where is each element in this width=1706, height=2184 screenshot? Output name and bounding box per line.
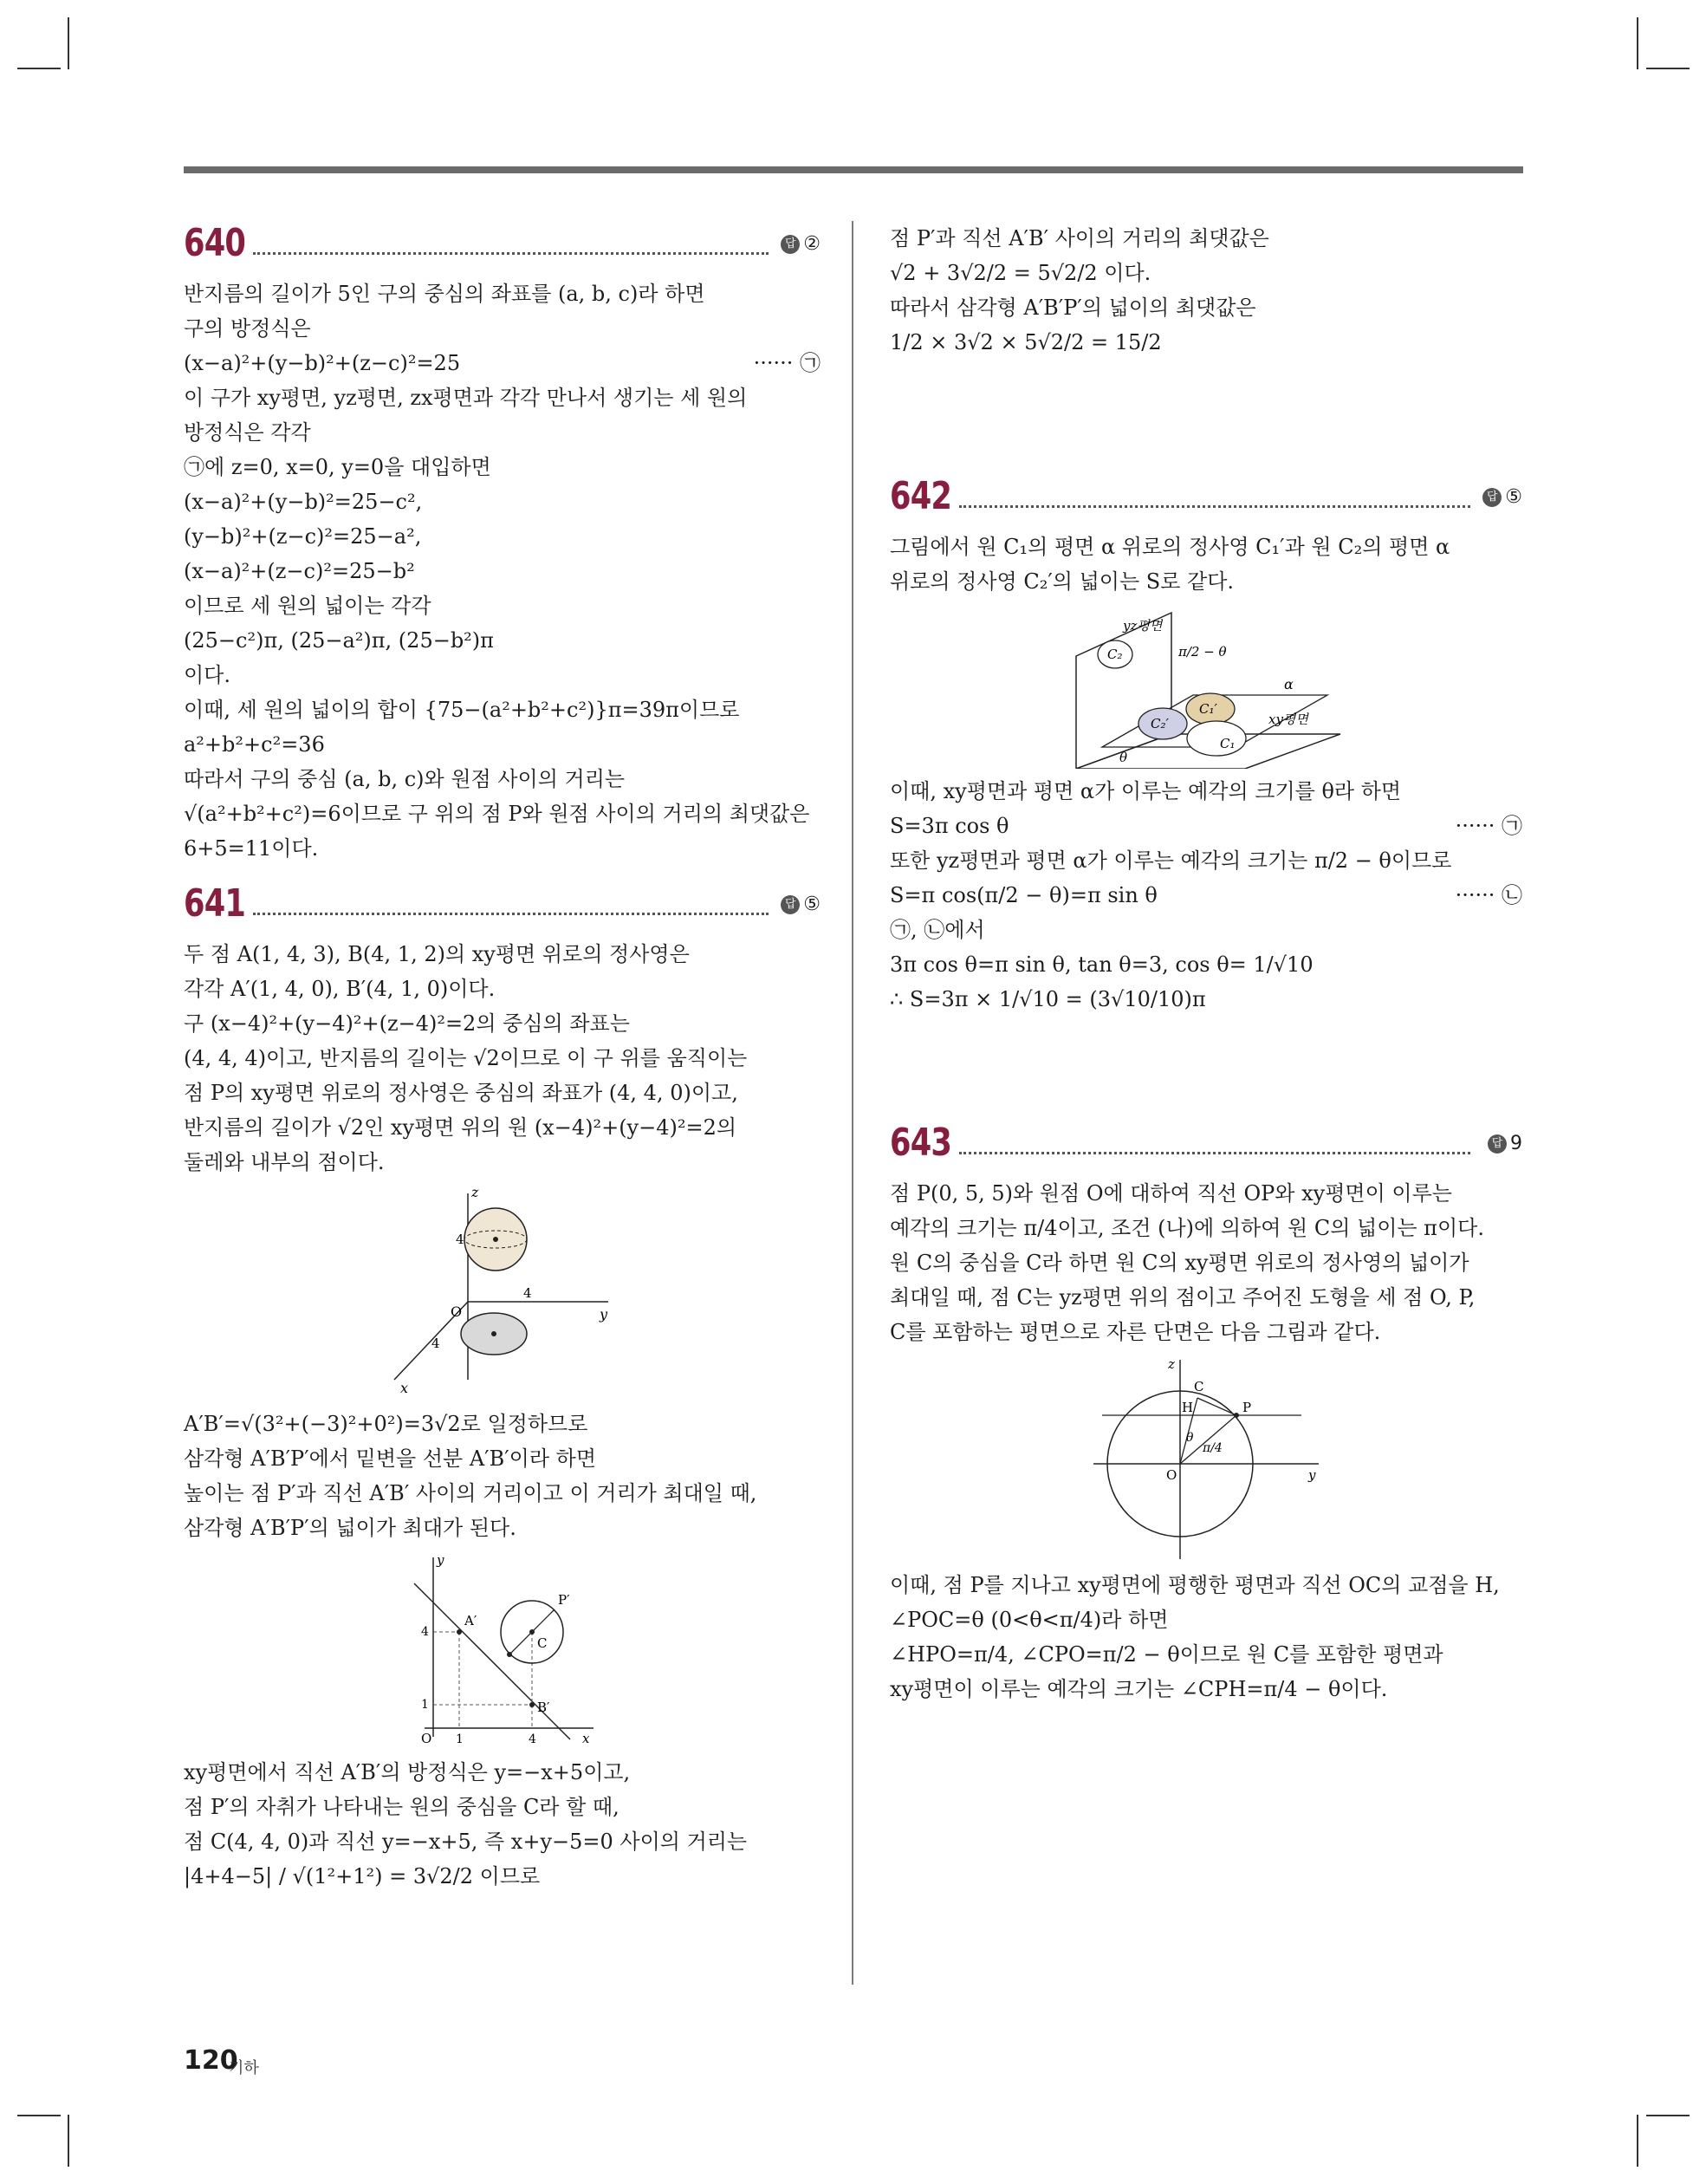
point-b <box>529 1702 535 1707</box>
text-line: (y−b)²+(z−c)²=25−a², <box>184 524 422 549</box>
answer-value: ⑤ <box>803 894 821 915</box>
text-line: 또한 yz평면과 평면 α가 이루는 예각의 크기는 π/2 − θ이므로 <box>890 848 1452 873</box>
text-line: 삼각형 A′B′P′에서 밑변을 선분 A′B′이라 하면 <box>184 1446 597 1471</box>
text-line: ∠HPO=π/4, ∠CPO=π/2 − θ이므로 원 C를 포함한 평면과 <box>890 1642 1443 1667</box>
circle-c1 <box>1187 721 1246 756</box>
text-line: 그림에서 원 C₁의 평면 α 위로의 정사영 C₁′과 원 C₂의 평면 α <box>890 535 1450 559</box>
text-line: |4+4−5| / √(1²+1²) = 3√2/2 이므로 <box>184 1864 541 1888</box>
x-label: x <box>581 1731 589 1746</box>
c-label: C <box>536 1635 547 1651</box>
crop-mark <box>17 2115 61 2116</box>
text-line: (25−c²)π, (25−a²)π, (25−b²)π <box>184 628 494 653</box>
cross-section-figure <box>1085 1355 1327 1563</box>
equation-mark: ······ ㉠ <box>1455 814 1522 838</box>
text-line: 점 P의 xy평면 위로의 정사영은 중심의 좌표가 (4, 4, 0)이고, <box>184 1081 738 1105</box>
solution-641-continued <box>890 221 1522 360</box>
answer-badge <box>781 894 821 915</box>
text-line: 높이는 점 P′과 직선 A′B′ 사이의 거리이고 이 거리가 최대일 때, <box>184 1481 757 1505</box>
text-line: C를 포함하는 평면으로 자른 단면은 다음 그림과 같다. <box>890 1320 1381 1344</box>
text-line: ∠POC=θ (0<θ<π/4)라 하면 <box>890 1608 1169 1632</box>
theta-label: θ <box>1186 1431 1194 1445</box>
point-p <box>1234 1413 1239 1418</box>
text-line: 점 C(4, 4, 0)과 직선 y=−x+5, 즉 x+y−5=0 사이의 거리는 <box>184 1830 748 1854</box>
right-column <box>890 221 1522 1706</box>
text-line: xy평면이 이루는 예각의 크기는 ∠CPH=π/4 − θ이다. <box>890 1677 1388 1701</box>
answer-badge <box>1482 486 1522 508</box>
b-label: B′ <box>536 1700 549 1715</box>
text-line: (x−a)²+(z−c)²=25−b² <box>184 559 415 583</box>
sphere-center <box>493 1237 498 1242</box>
solution-641 <box>184 937 821 1894</box>
equation: S=3π cos θ <box>890 814 1009 838</box>
c-label: C <box>1194 1379 1204 1394</box>
leader-dots <box>959 1152 1470 1154</box>
problem-header-643 <box>890 1121 1522 1176</box>
xy-label: xy평면 <box>1268 712 1308 727</box>
y-label: y <box>436 1552 444 1568</box>
answer-icon: 답 <box>1482 488 1502 507</box>
c2-prime-label: C₂′ <box>1151 716 1169 731</box>
answer-value: ② <box>803 233 821 255</box>
answer-icon: 답 <box>781 895 800 914</box>
origin-label: O <box>1166 1467 1177 1483</box>
problem-number: 640 <box>184 221 246 265</box>
left-column <box>184 221 821 1894</box>
text-line <box>184 346 821 380</box>
text-line: √(a²+b²+c²)=6이므로 구 위의 점 P와 원점 사이의 거리의 최댓값은 <box>184 802 810 826</box>
text-line: ㉠, ㉡에서 <box>890 918 985 942</box>
answer-value: ⑤ <box>1505 486 1522 508</box>
crop-mark <box>1646 2115 1690 2116</box>
text-line: 6+5=11이다. <box>184 836 319 861</box>
solution-642 <box>890 530 1522 1017</box>
equation-mark: ······ ㉠ <box>753 351 821 375</box>
z-label: z <box>1168 1356 1175 1372</box>
tick-label: 4 <box>431 1336 440 1351</box>
problem-number: 642 <box>890 474 952 518</box>
line-ab <box>414 1583 570 1739</box>
text-line <box>890 878 1522 913</box>
solution-643 <box>890 1176 1522 1706</box>
y-label: y <box>599 1306 607 1323</box>
text-line: 1/2 × 3√2 × 5√2/2 = 15/2 <box>890 330 1162 354</box>
text-line: ∴ S=3π × 1/√10 = (3√10/10)π <box>890 987 1206 1011</box>
text-line: a²+b²+c²=36 <box>184 732 325 757</box>
text-line: 따라서 삼각형 A′B′P′의 넓이의 최댓값은 <box>890 296 1256 320</box>
page-number: 120 <box>184 2045 238 2076</box>
text-line: 이므로 세 원의 넓이는 각각 <box>184 594 431 618</box>
text-line: 이다. <box>184 663 230 687</box>
yz-label: yz평면 <box>1123 618 1163 634</box>
text-line: 원 C의 중심을 C라 하면 원 C의 xy평면 위로의 정사영의 넓이가 <box>890 1251 1469 1275</box>
text-line: 두 점 A(1, 4, 3), B(4, 1, 2)의 xy평면 위로의 정사영은 <box>184 942 690 966</box>
crop-mark <box>1637 2115 1638 2167</box>
origin-label: O <box>450 1303 462 1320</box>
problem-header-642 <box>890 474 1522 530</box>
h-label: H <box>1182 1400 1194 1415</box>
text-line: 삼각형 A′B′P′의 넓이가 최대가 된다. <box>184 1516 516 1540</box>
text-line: (x−a)²+(y−b)²=25−c², <box>184 490 423 514</box>
text-line: xy평면에서 직선 A′B′의 방정식은 y=−x+5이고, <box>184 1760 631 1784</box>
planes-figure <box>1067 604 1345 769</box>
text-line: 방정식은 각각 <box>184 420 311 445</box>
p-label: P′ <box>557 1592 569 1608</box>
text-line: 점 P′의 자취가 나타내는 원의 중심을 C라 할 때, <box>184 1795 619 1819</box>
tick-label: 4 <box>455 1232 464 1247</box>
text-line: 최대일 때, 점 C는 yz평면 위의 점이고 주어진 도형을 세 점 O, P, <box>890 1285 1476 1310</box>
crop-mark <box>1637 17 1638 69</box>
text-line <box>890 809 1522 843</box>
origin-label: O <box>420 1731 431 1746</box>
problem-header-641 <box>184 881 821 937</box>
angle-label: π/4 <box>1203 1441 1223 1455</box>
text-line: 반지름의 길이가 5인 구의 중심의 좌표를 (a, b, c)라 하면 <box>184 282 705 306</box>
text-line: 구 (x−4)²+(y−4)²+(z−4)²=2의 중심의 좌표는 <box>184 1011 630 1036</box>
text-line: 위로의 정사영 C₂′의 넓이는 S로 같다. <box>890 569 1235 594</box>
alpha-label: α <box>1284 676 1294 692</box>
foot-point <box>507 1652 512 1657</box>
text-line: √2 + 3√2/2 = 5√2/2 이다. <box>890 261 1151 285</box>
tick-label: 4 <box>420 1625 429 1639</box>
text-line: 이때, 점 P를 지나고 xy평면에 평행한 평면과 직선 OC의 교점을 H, <box>890 1573 1500 1597</box>
text-line: ㉠에 z=0, x=0, y=0을 대입하면 <box>184 455 491 479</box>
tick-label: 4 <box>528 1732 536 1746</box>
answer-badge <box>1488 1133 1522 1154</box>
z-label: z <box>470 1185 478 1200</box>
text-line: 따라서 구의 중심 (a, b, c)와 원점 사이의 거리는 <box>184 767 626 791</box>
leader-dots <box>253 913 769 915</box>
answer-value: 9 <box>1510 1133 1522 1154</box>
xy-plane-figure <box>399 1550 607 1750</box>
text-line: 각각 A′(1, 4, 0), B′(4, 1, 0)이다. <box>184 977 496 1001</box>
leader-dots <box>253 252 769 255</box>
a-label: A′ <box>464 1613 477 1628</box>
problem-number: 641 <box>184 881 246 926</box>
problem-number: 643 <box>890 1121 952 1165</box>
leader-dots <box>959 505 1470 508</box>
text-line: 구의 방정식은 <box>184 316 311 341</box>
x-label: x <box>399 1380 408 1396</box>
angle-label: π/2 − θ <box>1178 644 1227 660</box>
text-line: 점 P(0, 5, 5)와 원점 O에 대하여 직선 OP와 xy평면이 이루는 <box>890 1181 1452 1206</box>
equation-mark: ······ ㉡ <box>1455 883 1522 907</box>
text-line: 점 P′과 직선 A′B′ 사이의 거리의 최댓값은 <box>890 226 1269 250</box>
answer-icon: 답 <box>1488 1134 1507 1154</box>
c1-label: C₁ <box>1220 736 1236 751</box>
solution-640 <box>184 276 821 866</box>
text-line: 반지름의 길이가 √2인 xy평면 위의 원 (x−4)²+(y−4)²=2의 <box>184 1115 737 1140</box>
text-line: 이때, xy평면과 평면 α가 이루는 예각의 크기를 θ라 하면 <box>890 779 1402 803</box>
point-c <box>529 1629 535 1635</box>
crop-mark <box>17 68 61 69</box>
text-line: 둘레와 내부의 점이다. <box>184 1150 385 1174</box>
sphere-projection-figure <box>381 1185 624 1401</box>
text-line: 예각의 크기는 π/4이고, 조건 (나)에 의하여 원 C의 넓이는 π이다. <box>890 1216 1484 1240</box>
equation: (x−a)²+(y−b)²+(z−c)²=25 <box>184 351 461 375</box>
answer-icon: 답 <box>781 235 800 254</box>
crop-mark <box>68 2115 69 2167</box>
c2-label: C₂ <box>1107 647 1123 662</box>
crop-mark <box>1646 68 1690 69</box>
point-a <box>457 1629 462 1635</box>
text-line: 이때, 세 원의 넓이의 합이 {75−(a²+b²+c²)}π=39π이므로 <box>184 698 740 722</box>
problem-header-640 <box>184 221 821 276</box>
tick-label: 1 <box>420 1698 429 1712</box>
tick-label: 1 <box>455 1732 464 1746</box>
top-rule <box>184 166 1523 173</box>
theta-label: θ <box>1119 750 1128 765</box>
text-line: 이 구가 xy평면, yz평면, zx평면과 각각 만나서 생기는 세 원의 <box>184 386 748 410</box>
tick-label: 4 <box>522 1285 532 1301</box>
text-line: A′B′=√(3²+(−3)²+0²)=3√2로 일정하므로 <box>184 1412 588 1436</box>
answer-badge <box>781 233 821 255</box>
text-line: 3π cos θ=π sin θ, tan θ=3, cos θ= 1/√10 <box>890 952 1314 977</box>
p-label: P <box>1242 1400 1252 1415</box>
section-title: 기하 <box>229 2059 259 2077</box>
disk-center <box>491 1331 496 1336</box>
crop-mark <box>68 17 69 69</box>
text-line: (4, 4, 4)이고, 반지름의 길이는 √2이므로 이 구 위를 움직이는 <box>184 1046 748 1070</box>
c1-prime-label: C₁′ <box>1199 701 1217 717</box>
column-divider <box>852 221 853 1985</box>
y-label: y <box>1308 1467 1316 1483</box>
equation: S=π cos(π/2 − θ)=π sin θ <box>890 883 1158 907</box>
